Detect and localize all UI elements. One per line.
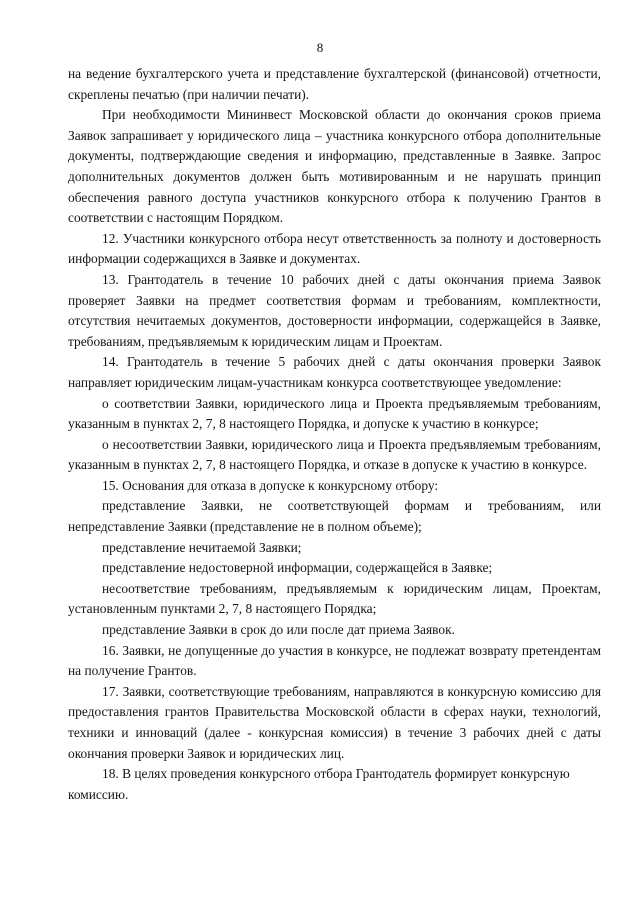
paragraph-item-12: 12. Участники конкурсного отбора несут ответственность за полноту и достоверность информации содержащихся в Заявке и документах. (68, 230, 601, 267)
paragraph-item-14-compliance: о соответствии Заявки, юридического лица и Проекта предъявляемым требованиям, указанным в пунктах 2, 7, 8 настоящего Порядка, и допуске к участию в конкурсе; (68, 395, 601, 432)
paragraph-continuation: на ведение бухгалтерского учета и представление бухгалтерской (финансовой) отчетности, скреплены печатью (при наличии печати). (68, 66, 601, 102)
paragraph-item-15: 15. Основания для отказа в допуске к конкурсному отбору: (102, 477, 439, 493)
paragraph-item-15-ground-1: представление Заявки, не соответствующей формам и требованиям, или непредставление Заявки (представление не в полном объеме); (68, 498, 601, 535)
paragraph-item-15-ground-5: представление Заявки в срок до или после дат приема Заявок. (102, 622, 455, 638)
page-number: 8 (316, 40, 324, 55)
paragraph-item-15-ground-4: несоответствие требованиям, предъявляемым к юридическим лицам, Проектам, установленным пунктами 2, 7, 8 настоящего Порядка; (68, 580, 601, 617)
paragraph-item-16: 16. Заявки, не допущенные до участия в конкурсе, не подлежат возврату претендентам на получение Грантов. (68, 642, 601, 679)
paragraph-item-15-ground-2: представление нечитаемой Заявки; (102, 539, 302, 555)
document-body (68, 64, 601, 805)
paragraph-item-18: 18. В целях проведения конкурсного отбора Грантодатель формирует конкурсную комиссию. (68, 766, 570, 802)
paragraph-item-14-noncompliance: о несоответствии Заявки, юридического лица и Проекта предъявляемым требованиям, указанным в пунктах 2, 7, 8 настоящего Порядка, и отказе в допуске к участию в конкурсе. (68, 436, 601, 473)
paragraph-item-17: 17. Заявки, соответствующие требованиям, направляются в конкурсную комиссию для предоставления грантов Правительства Московской области в сферах науки, технологий, техники и инноваций (далее - конкурсная комиссия) в течение 3 рабочих дней с даты окончания проверки Заявок и юридических лиц. (68, 683, 601, 761)
paragraph-item-14: 14. Грантодатель в течение 5 рабочих дней с даты окончания проверки Заявок направляет юридическим лицам-участникам конкурса соответствующее уведомление: (68, 354, 601, 390)
paragraph-item-13: 13. Грантодатель в течение 10 рабочих дней с даты окончания приема Заявок проверяет Заявки на предмет соответствия формам и требованиям, комплектности, отсутствия нечитаемых документов, достоверности информации, содержащейся в Заявке, требованиям, предъявляемым к юридическим лицам и Проектам. (68, 271, 601, 349)
paragraph-item-15-ground-3: представление недостоверной информации, содержащейся в Заявке; (102, 560, 493, 576)
paragraph-additional-documents-request: При необходимости Мининвест Московской области до окончания сроков приема Заявок запрашивает у юридического лица – участника конкурсного отбора дополнительные документы, подтверждающие сведения и информацию, представленные в Заявке. Запрос дополнительных документов должен быть мотивированным и не нарушать принцип обеспечения равного доступа участников конкурсного отбора к получению Грантов в соответствии с настоящим Порядком. (68, 107, 601, 226)
